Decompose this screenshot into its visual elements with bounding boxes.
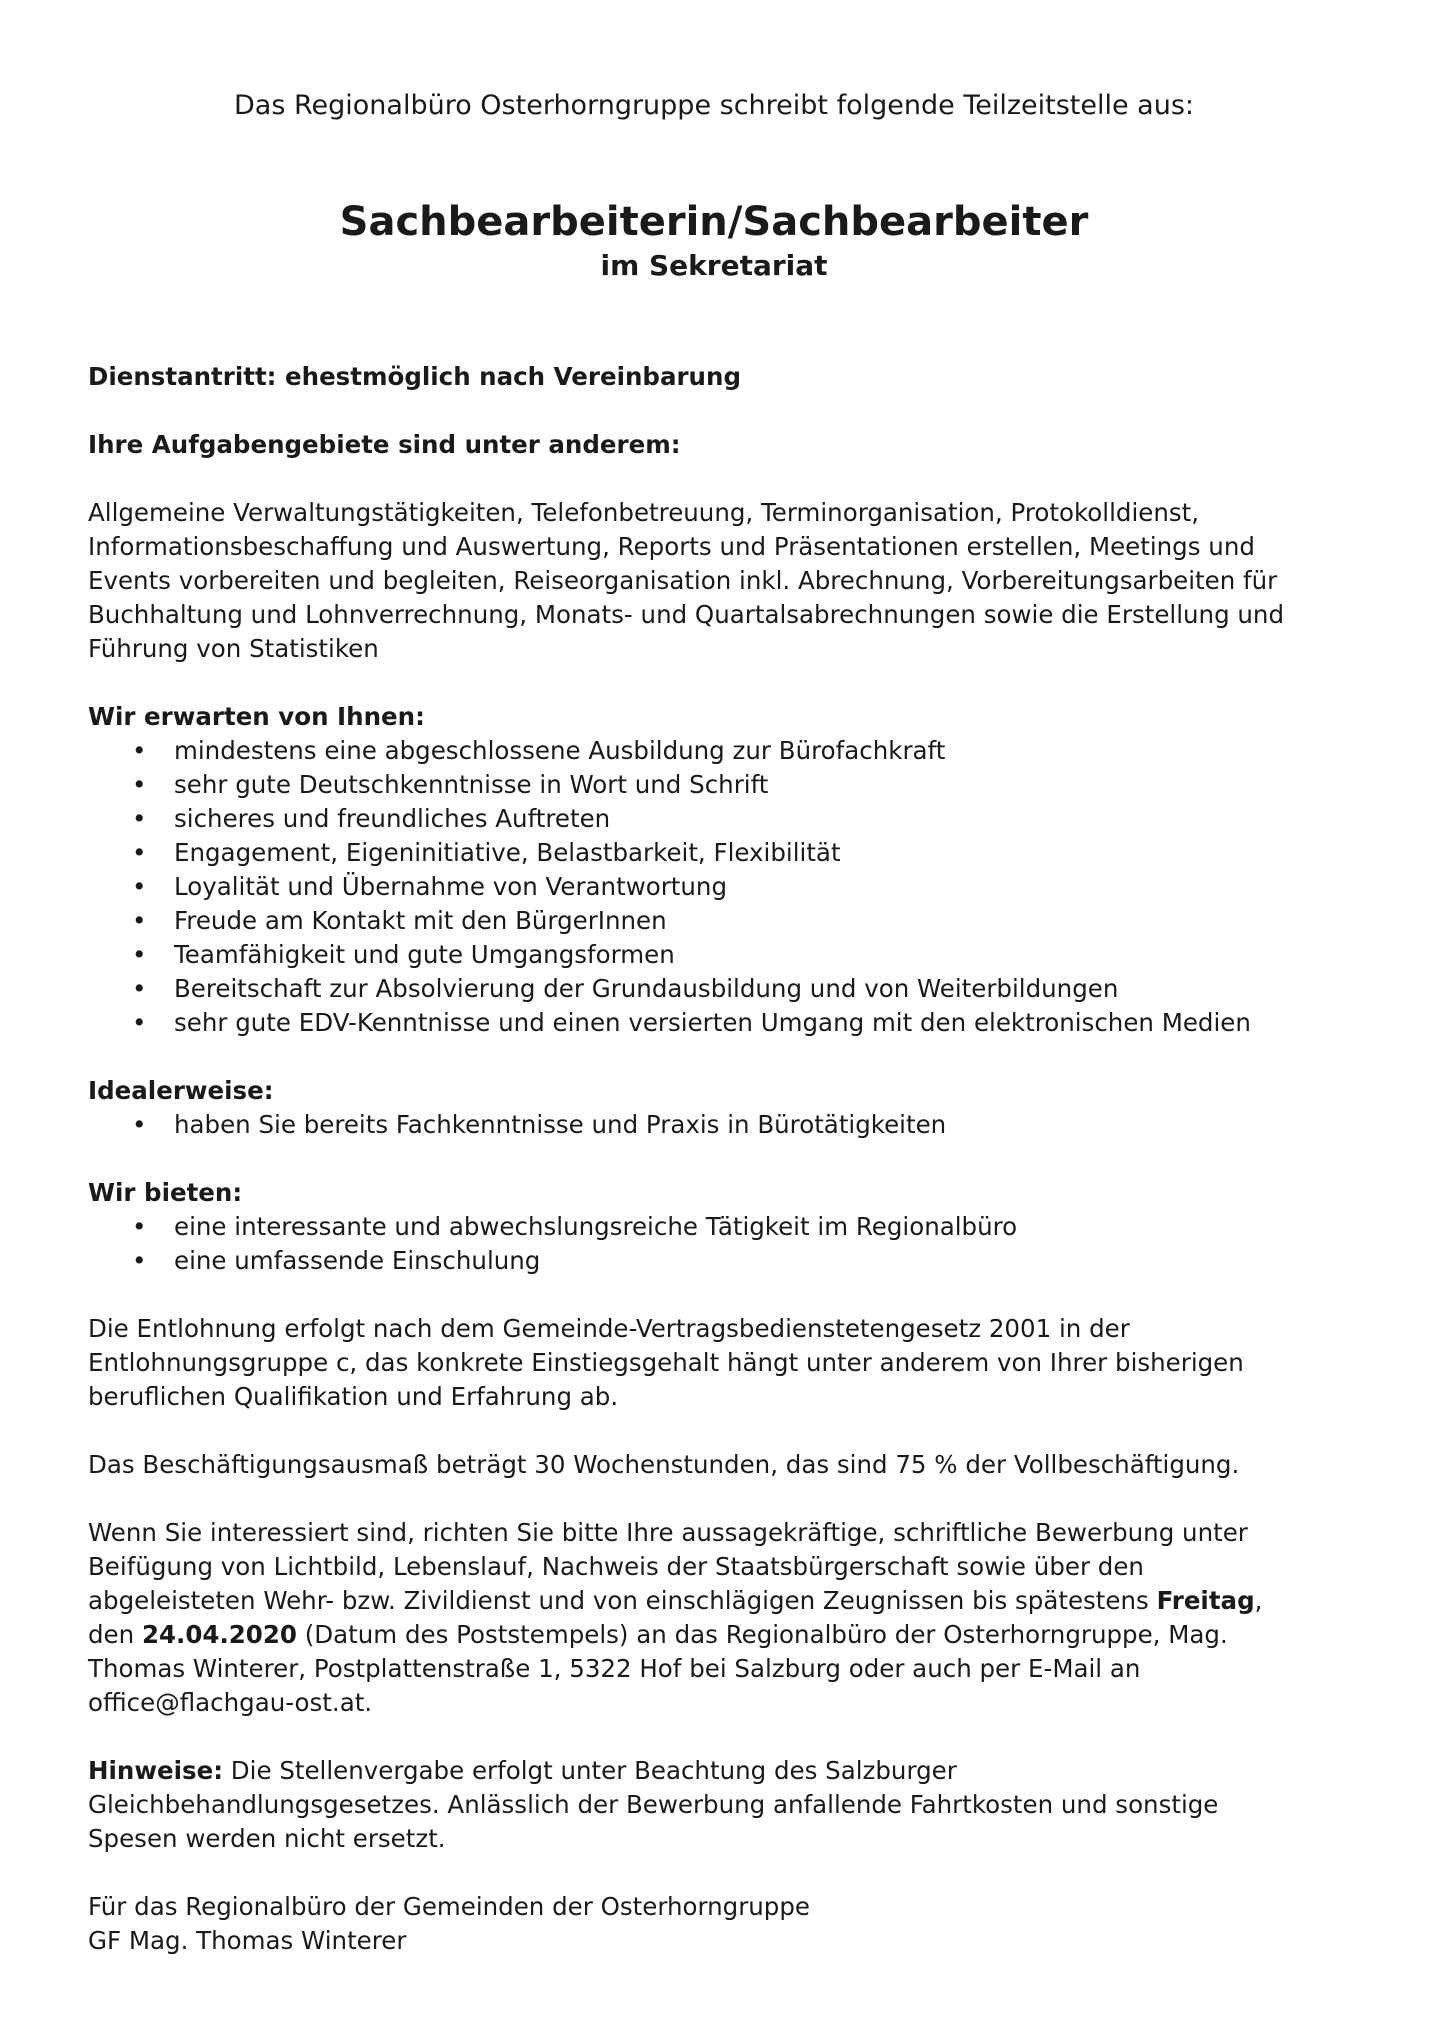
application-line (88, 1584, 1340, 1618)
ideally-heading: Idealerweise: (88, 1076, 274, 1105)
tasks-heading: Ihre Aufgabengebiete sind unter anderem: (88, 430, 681, 459)
application-line: Beifügung von Lichtbild, Lebenslauf, Nachweis der Staatsbürgerschaft sowie über den (88, 1552, 1144, 1581)
start-date: Dienstantritt: ehestmöglich nach Vereinbarung (88, 362, 741, 391)
tasks-line: Allgemeine Verwaltungstätigkeiten, Telefonbetreuung, Terminorganisation, Protokolldienst, (88, 498, 1200, 527)
ideally-list (88, 1108, 1340, 1142)
list-item-text: sehr gute EDV-Kenntnisse und einen versierten Umgang mit den elektronischen Medien (174, 1008, 1251, 1037)
tasks-paragraph (88, 496, 1340, 666)
bullet-icon: • (132, 838, 147, 867)
notes-line: Spesen werden nicht ersetzt. (88, 1824, 446, 1853)
list-item (88, 938, 1340, 972)
application-line: Wenn Sie interessiert sind, richten Sie bitte Ihre aussagekräftige, schriftliche Bewerbung unter (88, 1518, 1248, 1547)
notes-label: Hinweise: (88, 1756, 223, 1785)
deadline-weekday: Freitag (1156, 1586, 1255, 1615)
signature-name: GF Mag. Thomas Winterer (88, 1926, 407, 1955)
list-item (88, 972, 1340, 1006)
list-item-text: Loyalität und Übernahme von Verantwortung (174, 872, 728, 901)
bullet-icon: • (132, 906, 147, 935)
list-item-text: mindestens eine abgeschlossene Ausbildung zur Bürofachkraft (174, 736, 946, 765)
offer-list (88, 1210, 1340, 1278)
tasks-line: Führung von Statistiken (88, 634, 379, 663)
salary-line: Entlohnungsgruppe c, das konkrete Einstiegsgehalt hängt unter anderem von Ihrer bisherigen (88, 1348, 1244, 1377)
expectations-heading: Wir erwarten von Ihnen: (88, 702, 425, 731)
bullet-icon: • (132, 1212, 147, 1241)
salary-paragraph (88, 1312, 1340, 1414)
salary-line: beruflichen Qualifikation und Erfahrung ab. (88, 1382, 619, 1411)
tasks-line: Events vorbereiten und begleiten, Reiseorganisation inkl. Abrechnung, Vorbereitungsarbeiten für (88, 566, 1278, 595)
application-text: den (88, 1620, 142, 1649)
list-item (88, 768, 1340, 802)
notes-paragraph (88, 1754, 1340, 1856)
intro-text: Das Regionalbüro Osterhorngruppe schreibt folgende Teilzeitstelle aus: (233, 90, 1194, 121)
list-item-text: Bereitschaft zur Absolvierung der Grundausbildung und von Weiterbildungen (174, 974, 1119, 1003)
list-item-text: sicheres und freundliches Auftreten (174, 804, 611, 833)
bullet-icon: • (132, 804, 147, 833)
list-item (88, 904, 1340, 938)
bullet-icon: • (132, 940, 147, 969)
application-line (88, 1686, 1340, 1720)
notes-text: Die Stellenvergabe erfolgt unter Beachtung des Salzburger (223, 1756, 957, 1785)
deadline-date: 24.04.2020 (141, 1620, 297, 1649)
notes-line: Gleichbehandlungsgesetzes. Anlässlich der Bewerbung anfallende Fahrtkosten und sonstige (88, 1790, 1219, 1819)
application-text: , (1254, 1586, 1263, 1615)
application-paragraph (88, 1516, 1340, 1720)
list-item-text: Teamfähigkeit und gute Umgangsformen (174, 940, 675, 969)
list-item-text: eine umfassende Einschulung (174, 1246, 541, 1275)
application-line (88, 1618, 1340, 1652)
expectations-list (88, 734, 1340, 1040)
bullet-icon: • (132, 770, 147, 799)
tasks-line: Informationsbeschaffung und Auswertung, Reports und Präsentationen erstellen, Meetings und (88, 532, 1255, 561)
list-item (88, 802, 1340, 836)
application-line: Thomas Winterer, Postplattenstraße 1, 5322 Hof bei Salzburg oder auch per E-Mail an (88, 1654, 1141, 1683)
list-item (88, 1006, 1340, 1040)
list-item (88, 836, 1340, 870)
bullet-icon: • (132, 1110, 147, 1139)
bullet-icon: • (132, 974, 147, 1003)
list-item (88, 870, 1340, 904)
application-text: abgeleisteten Wehr- bzw. Zivildienst und von einschlägigen Zeugnissen bis spätestens (88, 1586, 1157, 1615)
employment-paragraph: Das Beschäftigungsausmaß beträgt 30 Wochenstunden, das sind 75 % der Vollbeschäftigung. (88, 1450, 1240, 1479)
bullet-icon: • (132, 872, 147, 901)
job-subtitle: im Sekretariat (600, 249, 828, 282)
bullet-icon: • (132, 736, 147, 765)
list-item (88, 734, 1340, 768)
salary-line: Die Entlohnung erfolgt nach dem Gemeinde-Vertragsbedienstetengesetz 2001 in der (88, 1314, 1130, 1343)
email-address: office@flachgau-ost.at (88, 1688, 365, 1717)
offer-heading: Wir bieten: (88, 1178, 243, 1207)
list-item-text: haben Sie bereits Fachkenntnisse und Praxis in Bürotätigkeiten (174, 1110, 947, 1139)
list-item (88, 1244, 1340, 1278)
signature-organization: Für das Regionalbüro der Gemeinden der Osterhorngruppe (88, 1892, 810, 1921)
signature-block (88, 1890, 1340, 1958)
tasks-line: Buchhaltung und Lohnverrechnung, Monats- und Quartalsabrechnungen sowie die Erstellung und (88, 600, 1285, 629)
bullet-icon: • (132, 1008, 147, 1037)
list-item (88, 1210, 1340, 1244)
list-item-text: Freude am Kontakt mit den BürgerInnen (174, 906, 667, 935)
job-title: Sachbearbeiterin/Sachbearbeiter (339, 199, 1089, 245)
list-item-text: Engagement, Eigeninitiative, Belastbarkeit, Flexibilität (174, 838, 841, 867)
application-text: (Datum des Poststempels) an das Regionalbüro der Osterhorngruppe, Mag. (296, 1620, 1228, 1649)
list-item-text: sehr gute Deutschkenntnisse in Wort und Schrift (174, 770, 769, 799)
list-item (88, 1108, 1340, 1142)
bullet-icon: • (132, 1246, 147, 1275)
application-text: . (364, 1688, 373, 1717)
notes-line (88, 1754, 1340, 1788)
list-item-text: eine interessante und abwechslungsreiche Tätigkeit im Regionalbüro (174, 1212, 1018, 1241)
